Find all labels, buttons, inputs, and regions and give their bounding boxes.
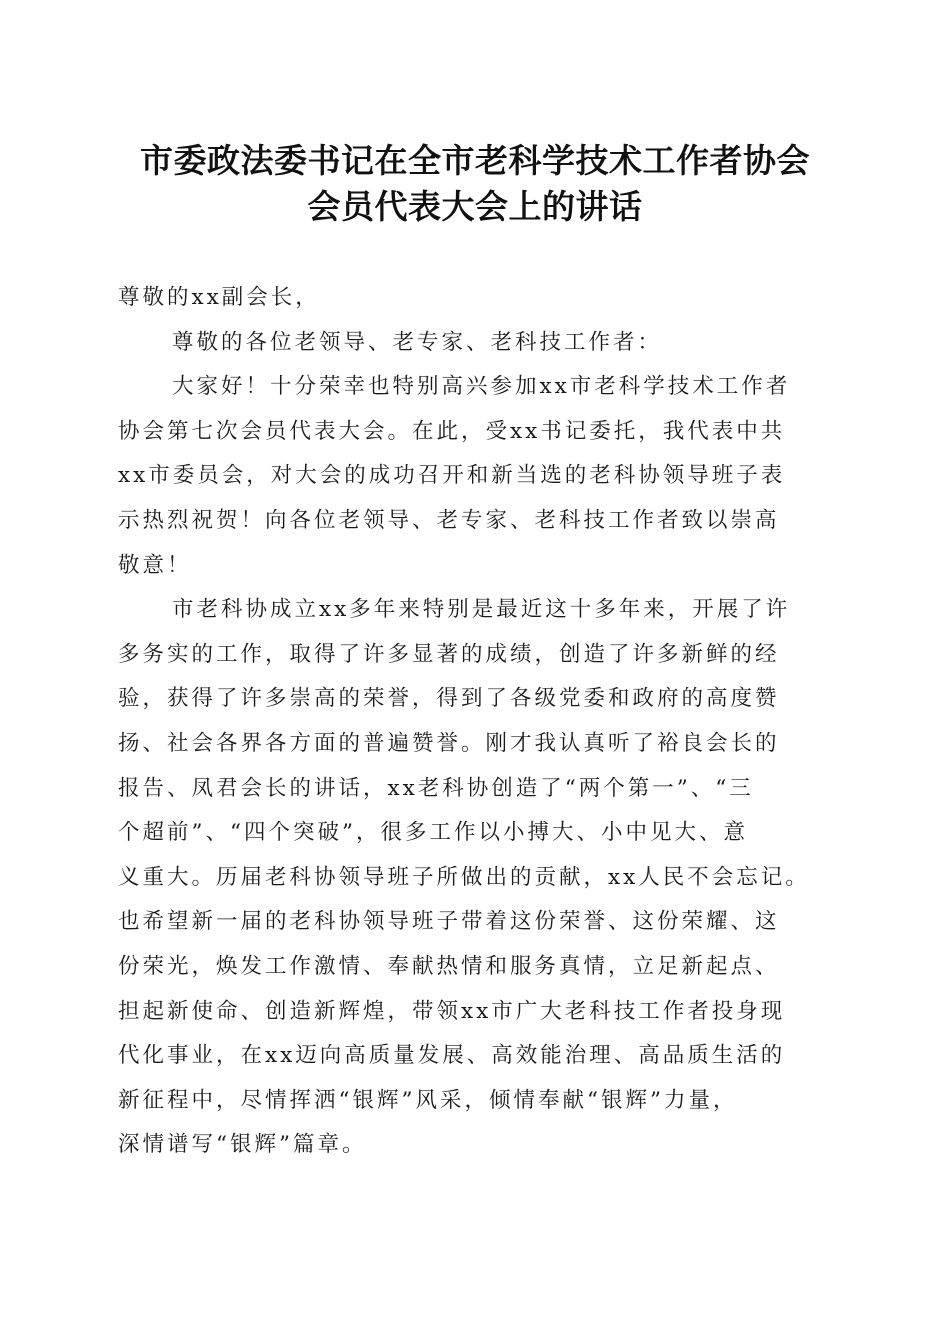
paragraph-line: 市老科协成立xx多年来特别是最近这十多年来，开展了许 — [172, 597, 791, 623]
paragraph-line: 大家好！十分荣幸也特别高兴参加xx市老科学技术工作者 — [172, 374, 791, 400]
paragraph-line: xx市委员会，对大会的成功召开和新当选的老科协领导班子表 — [118, 463, 786, 489]
paragraph-line: 义重大。历届老科协领导班子所做出的贡献，xx人民不会忘记。 — [118, 864, 810, 890]
salutation-secondary: 尊敬的各位老领导、老专家、老科技工作者： — [172, 329, 663, 355]
paragraph-line: 验，获得了许多崇高的荣誉，得到了各级党委和政府的高度赞 — [118, 686, 780, 712]
paragraph-achievements — [118, 588, 838, 1168]
document-title — [90, 138, 860, 230]
paragraph-line: 扬、社会各界各方面的普遍赞誉。刚才我认真听了裕良会长的 — [118, 730, 780, 756]
title-line: 市委政法委书记在全市老科学技术工作者协会 — [140, 141, 810, 180]
paragraph-line: 多务实的工作，取得了许多显著的成绩，创造了许多新鲜的经 — [118, 641, 780, 667]
paragraph-line: 代化事业，在xx迈向高质量发展、高效能治理、高品质生活的 — [118, 1043, 786, 1069]
paragraph-greeting — [118, 365, 838, 588]
title-line: 会员代表大会上的讲话 — [307, 187, 643, 226]
paragraph-line: 敬意！ — [118, 552, 192, 578]
salutation-primary: 尊敬的xx副会长， — [118, 285, 320, 310]
paragraph-line: 示热烈祝贺！向各位老领导、老专家、老科技工作者致以崇高 — [118, 507, 780, 533]
paragraph-line: 新征程中，尽情挥洒“银辉”风采，倾情奉献“银辉”力量， — [118, 1087, 738, 1113]
paragraph-line: 也希望新一届的老科协领导班子带着这份荣誉、这份荣耀、这 — [118, 909, 780, 935]
paragraph-line: 报告、凤君会长的讲话，xx老科协创造了“两个第一”、“三 — [118, 775, 754, 801]
paragraph-line: 份荣光，焕发工作激情、奉献热情和服务真情，立足新起点、 — [118, 953, 780, 979]
paragraph-line: 个超前”、“四个突破”，很多工作以小搏大、小中见大、意 — [118, 820, 748, 846]
document-body — [118, 276, 838, 1168]
paragraph-line: 担起新使命、创造新辉煌，带领xx市广大老科技工作者投身现 — [118, 998, 786, 1024]
paragraph-line: 协会第七次会员代表大会。在此，受xx书记委托，我代表中共 — [118, 418, 786, 444]
paragraph-line: 深情谱写“银辉”篇章。 — [118, 1132, 367, 1158]
